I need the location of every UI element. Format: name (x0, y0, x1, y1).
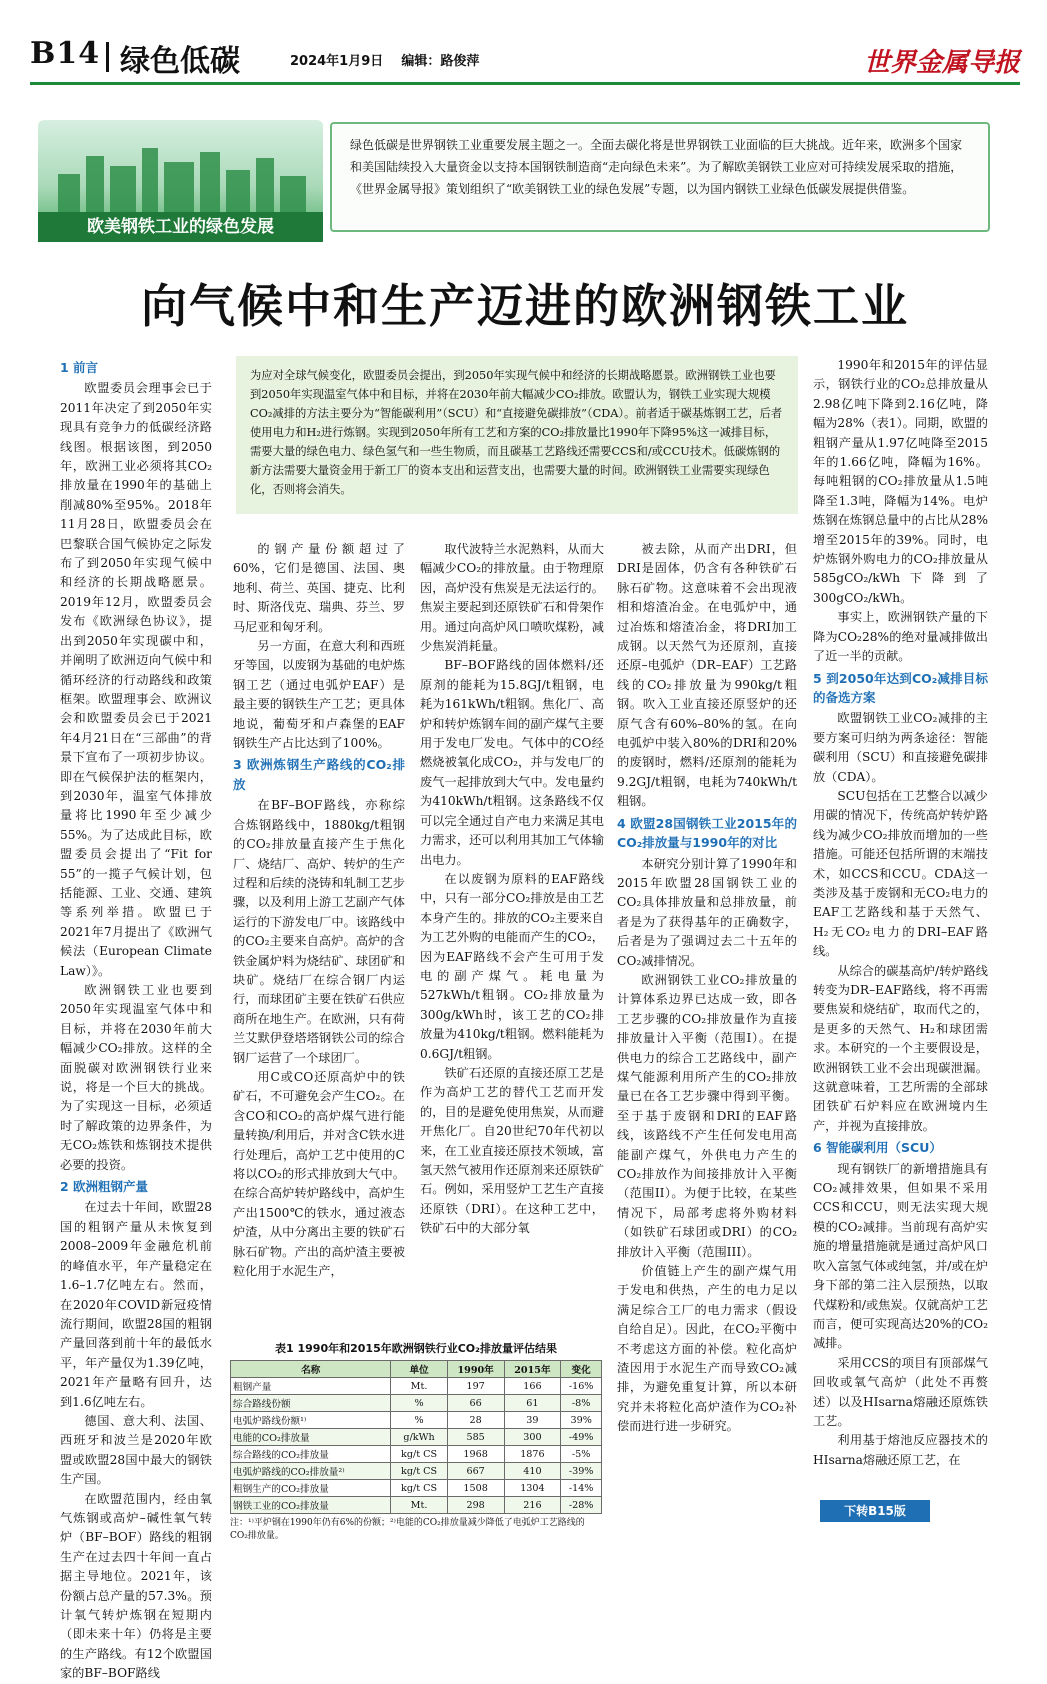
table-header-cell: 名称 (231, 1361, 391, 1378)
city-skyline-icon (38, 144, 323, 214)
co2-table (230, 1340, 602, 1543)
table-cell: -16% (561, 1378, 602, 1395)
table-cell: 300 (504, 1429, 561, 1446)
page-header (30, 36, 1020, 82)
masthead-logo: 世界金属导报 (863, 48, 1020, 78)
section-heading: 4 欧盟28国钢铁工业2015年的CO₂排放量与1990年的对比 (617, 815, 797, 851)
column-2 (233, 540, 405, 1310)
table-row (231, 1429, 602, 1446)
table-title: 表1 1990年和2015年欧洲钢铁行业CO₂排放量评估结果 (275, 1342, 557, 1355)
table-cell: Mt. (391, 1378, 447, 1395)
paragraph: 从综合的碳基高炉/转炉路线转变为DR–EAF路线，将不再需要焦炭和烧结矿，取而代之的，是更多的天然气、H₂和球团需求。本研究的一个主要假设是，欧洲钢铁工业不会出现碳泄漏。这就意味着，工艺所需的全部球团铁矿石炉料应在欧洲境内生产，并视为直接排放。 (813, 963, 988, 1133)
table-cell: 585 (447, 1429, 504, 1446)
table-header-cell: 变化 (561, 1361, 602, 1378)
table-cell: 1508 (447, 1480, 504, 1497)
paragraph: 利用基于熔池反应器技术的HIsarna熔融还原工艺，在 (813, 1433, 988, 1467)
table-cell: 61 (504, 1395, 561, 1412)
section-heading: 6 智能碳利用（SCU） (813, 1140, 942, 1156)
table-header-cell: 1990年 (447, 1361, 504, 1378)
article-headline: 向气候中和生产迈进的欧洲钢铁工业 (141, 279, 909, 333)
paragraph: BF–BOF路线的固体燃料/还原剂的能耗为15.8GJ/t粗钢，电耗为161kWh/t粗钢。焦化厂、高炉和转炉炼钢车间的副产煤气主要用于发电厂发电。气体中的CO经燃烧被氧化成CO₂，并与发电厂的废气一起排放到大气中。发电量约为410kWh/t粗钢。这条路线不仅可以完全通过自产电力来满足其电力需求，还可以利用其加工气体输出电力。 (420, 658, 604, 867)
table-header-cell: 2015年 (504, 1361, 561, 1378)
table-body (231, 1378, 602, 1514)
paragraph: 欧洲钢铁工业也要到2050年实现温室气体中和目标，并将在2030年前大幅减少CO₂排放。这样的全面脱碳对欧洲钢铁行业来说，将是一个巨大的挑战。为了实现这一目标，必须适时了解政策的边界条件，为无CO₂炼铁和炼钢技术提供必要的投资。 (60, 983, 212, 1172)
table-row (231, 1497, 602, 1514)
section-heading: 3 欧洲炼钢生产路线的CO₂排放 (233, 757, 405, 792)
table-cell: 216 (504, 1497, 561, 1514)
table-header-cell: 单位 (391, 1361, 447, 1378)
table-cell: kg/t CS (391, 1446, 447, 1463)
paragraph: 欧盟委员会理事会已于2011年决定了到2050年实现具有竞争力的低碳经济路线图。根据该图，到2050年，欧洲工业必须将其CO₂排放量在1990年的基础上削减80%至95%。2018年11月28日，欧盟委员会在巴黎联合国气候协定之际发布了到2050年实现气候中和经济的长期战略愿景。2019年12月，欧盟委员会发布《欧洲绿色协议》，提出到2050年实现碳中和，并阐明了欧洲迈向气候中和循环经济的行动路线和政策框架。欧盟理事会、欧洲议会和欧盟委员会已于2021年4月21日在“三部曲”的背景下宣布了一项初步协议。即在气候保护法的框架内，到2030年，温室气体排放量将比1990年至少减少55%。为了达成此目标，欧盟委员会提出了“Fit for 55”的一揽子气候计划，包括能源、工业、交通、建筑等系列举措。欧盟已于2021年7月提出了《欧洲气候法（European Climate Law）》。 (60, 381, 212, 978)
continued-page-label: 下转B15版 (820, 1500, 930, 1522)
topic-banner (38, 120, 323, 242)
column-5 (813, 356, 988, 1481)
table-cell: 粗钢产量 (231, 1378, 391, 1395)
paragraph: 的钢产量份额超过了60%，它们是德国、法国、奥地利、荷兰、英国、捷克、比利时、斯洛伐克、瑞典、芬兰、罗马尼亚和匈牙利。 (233, 542, 405, 634)
table-row (231, 1446, 602, 1463)
table-cell: 298 (447, 1497, 504, 1514)
editor-note: 绿色低碳是世界钢铁工业重要发展主题之一。全面去碳化将是世界钢铁工业面临的巨大挑战。近年来，欧洲多个国家和美国陆续投入大量资金以支持本国钢铁制造商“走向绿色未来”。为了解欧美钢铁工业应对可持续发展采取的措施，《世界金属导报》策划组织了“欧美钢铁工业的绿色发展”专题，以为国内钢铁工业绿色低碳发展提供借鉴。 (330, 122, 990, 232)
table-cell: kg/t CS (391, 1463, 447, 1480)
section-title: 绿色低碳 (120, 44, 240, 79)
paragraph: 德国、意大利、法国、西班牙和波兰是2020年欧盟或欧盟28国中最大的钢铁生产国。 (60, 1413, 212, 1487)
paragraph: 用C或CO还原高炉中的铁矿石，不可避免会产生CO₂。在含CO和CO₂的高炉煤气进行能量转换/利用后，并对含C铁水进行处理后，高炉工艺中使用的C将以CO₂的形式排放到大气中。在综合高炉转炉路线中，高炉生产出1500℃的铁水，通过液态炉渣，从中分离出主要的铁矿石脉石矿物。产出的高炉渣主要被粒化用于水泥生产， (233, 1069, 405, 1279)
section-heading: 5 到2050年达到CO₂减排目标的备选方案 (813, 670, 988, 705)
issue-date-editor: 2024年1月9日 编辑：路俊萍 (290, 54, 480, 69)
paragraph: 被去除，从而产出DRI，但DRI是固体，仍含有各种铁矿石脉石矿物。这意味着不会出现液相和熔渣冶金。在电弧炉中，通过冶炼和熔渣冶金，将DRI加工成钢。以天然气为还原剂，直接还原–电弧炉（DR–EAF）工艺路线的CO₂排放量为990kg/t粗钢。吹入工业直接还原竖炉的还原气含有60%–80%的氢。在向电弧炉中装入80%的DRI和20%的废钢时，燃料/还原剂的能耗为9.2GJ/t粗钢，电耗为740kWh/t粗钢。 (617, 542, 797, 809)
table-cell: 410 (504, 1463, 561, 1480)
paragraph: 欧盟钢铁工业CO₂减排的主要方案可归纳为两条途径：智能碳利用（SCU）和直接避免碳排放（CDA）。 (813, 711, 988, 784)
table-cell: 电能的CO₂排放量 (231, 1429, 391, 1446)
paragraph: 价值链上产生的副产煤气用于发电和供热，产生的电力足以满足综合工厂的电力需求（假设自给自足）。因此，在CO₂平衡中不考虑这方面的补偿。粒化高炉渣因用于水泥生产而导致CO₂减排，为避免重复计算，所以本研究并未将粒化高炉渣作为CO₂补偿而进行进一步研究。 (617, 1264, 797, 1434)
paragraph: 1990年和2015年的评估显示，钢铁行业的CO₂总排放量从2.98亿吨下降到2.16亿吨，降幅为28%（表1）。同期，欧盟的粗钢产量从1.97亿吨降至2015年的1.66亿吨，降幅为16%。每吨粗钢的CO₂排放量从1.5吨降至1.3吨，降幅为14%。电炉炼钢在炼钢总量中的占比从28%增至2015年的39%。同时，电炉炼钢外购电力的CO₂排放量从585gCO₂/kWh下降到了300gCO₂/kWh。 (813, 358, 988, 605)
table-cell: 39 (504, 1412, 561, 1429)
table-cell: 综合路线份额 (231, 1395, 391, 1412)
table-cell: -39% (561, 1463, 602, 1480)
header-divider (106, 42, 109, 72)
table-cell: 1304 (504, 1480, 561, 1497)
table-cell: 667 (447, 1463, 504, 1480)
column-4 (617, 540, 797, 1560)
table-row (231, 1378, 602, 1395)
header-rule (30, 82, 1020, 85)
paragraph: 在过去十年间，欧盟28国的粗钢产量从未恢复到2008–2009年金融危机前的峰值水平，年产量稳定在1.6–1.7亿吨左右。然而，在2020年COVID新冠疫情流行期间，欧盟28国的粗钢产量回落到前十年的最低水平，年产量仅为1.39亿吨，2021年产量略有回升，达到1.6亿吨左右。 (60, 1200, 212, 1409)
paragraph: SCU包括在工艺整合以减少用碳的情况下，传统高炉转炉路线为减少CO₂排放而增加的一些措施。可能还包括所谓的末端技术，如CCS和CCU。CDA这一类涉及基于废钢和无CO₂电力的EAF工艺路线和基于天然气、H₂无CO₂电力的DRI–EAF路线。 (813, 788, 988, 959)
table-row (231, 1463, 602, 1480)
paragraph: 欧洲钢铁工业CO₂排放量的计算体系边界已达成一致，即各工艺步骤的CO₂排放量作为直接排放量计入平衡（范围I）。在提供电力的综合工艺路线中，副产煤气能源利用所产生的CO₂排放量已在各工艺步骤中得到平衡。至于基于废钢和DRI的EAF路线，该路线不产生任何发电用高能副产煤气，外供电力产生的CO₂排放作为间接排放计入平衡（范围II）。为便于比较，在某些情况下，局部考虑将外购材料（如铁矿石球团或DRI）的CO₂排放计入平衡（范围III）。 (617, 972, 797, 1259)
table-cell: % (391, 1412, 447, 1429)
table-cell: 综合路线的CO₂排放量 (231, 1446, 391, 1463)
table-cell: 1968 (447, 1446, 504, 1463)
table-cell: 28 (447, 1412, 504, 1429)
section-heading: 2 欧洲粗钢产量 (60, 1179, 149, 1195)
column-3 (420, 540, 604, 1310)
page-number: B14 (30, 36, 101, 71)
table-cell: g/kWh (391, 1429, 447, 1446)
paragraph: 本研究分别计算了1990年和2015年欧盟28国钢铁工业的CO₂具体排放量和总排放量，前者是为了获得基年的正确数字，后者是为了强调过去二十五年的CO₂减排情况。 (617, 856, 797, 968)
table-cell: -8% (561, 1395, 602, 1412)
paragraph: 事实上，欧洲钢铁产量的下降为CO₂28%的绝对量减排做出了近一半的贡献。 (813, 610, 988, 664)
table-cell: 1876 (504, 1446, 561, 1463)
article-abstract: 为应对全球气候变化，欧盟委员会提出，到2050年实现气候中和经济的长期战略愿景。欧洲钢铁工业也要到2050年实现温室气体中和目标，并将在2030年前大幅减少CO₂排放。欧盟认为，钢铁工业实现大规模CO₂减排的方法主要分为“智能碳利用”（SCU）和“直接避免碳排放”（CDA）。前者适于碳基炼钢工艺，后者使用电力和H₂进行炼钢。实现到2050年所有工艺和方案的CO₂排放量比1990年下降95%这一减排目标，需要大量的绿色电力、绿色氢气和一些生物质，而且碳基工艺路线还需要CCS和/或CCU技术。低碳炼钢的新方法需要大量资金用于新工厂的资本支出和运营支出，也需要大量的时间。欧洲钢铁工业需要实现绿色化，否则将会消失。 (236, 356, 798, 514)
paragraph: 铁矿石还原的直接还原工艺是作为高炉工艺的替代工艺而开发的，目的是避免使用焦炭，从而避开焦化厂。自20世纪70年代初以来，在工业直接还原技术领域，富氢天然气被用作还原剂来还原铁矿石。例如，采用竖炉工艺生产直接还原铁（DRI）。在这种工艺中，铁矿石中的大部分氧 (420, 1065, 604, 1236)
table-row (231, 1412, 602, 1429)
table-cell: 电弧炉路线份额¹⁾ (231, 1412, 391, 1429)
table-note: 注：¹⁾平炉钢在1990年仍有6%的份额；²⁾电能的CO₂排放量减少降低了电弧炉工艺路线的CO₂排放量。 (230, 1518, 585, 1541)
paragraph: 取代波特兰水泥熟料，从而大幅减少CO₂的排放量。由于物理原因，高炉没有焦炭是无法运行的。焦炭主要起到还原铁矿石和骨架作用。通过向高炉风口喷吹煤粉，减少焦炭消耗量。 (420, 542, 604, 654)
table-cell: -49% (561, 1429, 602, 1446)
table-cell: 钢铁工业的CO₂排放量 (231, 1497, 391, 1514)
table-header-row (231, 1361, 602, 1378)
table-row (231, 1480, 602, 1497)
section-heading: 1 前言 (60, 360, 99, 375)
paragraph: 采用CCS的项目有顶部煤气回收或氧气高炉（此处不再赘述）以及HIsarna熔融还原炼铁工艺。 (813, 1355, 988, 1428)
paragraph: 在BF–BOF路线，亦称综合炼钢路线中，1880kg/t粗钢的CO₂排放量直接产生于焦化厂、烧结厂、高炉、转炉的生产过程和后续的浇铸和轧制工艺步骤，以及利用上游工艺副产气体运行的下游发电厂中。该路线中的CO₂主要来自高炉。高炉的含铁金属炉料为烧结矿、球团矿和块矿。烧结厂在综合钢厂内运行，而球团矿主要在铁矿石供应商所在地生产。在欧洲，只有荷兰艾默伊登塔塔钢铁公司的综合钢厂运营了一个球团厂。 (233, 798, 405, 1065)
paragraph: 在欧盟范围内，经由氧气炼钢或高炉–碱性氧气转炉（BF–BOF）路线的粗钢生产在过去四十年间一直占据主导地位。2021年，该份额占总产量的57.3%。预计氧气转炉炼钢在短期内（即未来十年）仍将是主要的生产路线。有12个欧盟国家的BF–BOF路线 (60, 1491, 212, 1681)
table-cell: 66 (447, 1395, 504, 1412)
table-cell: 39% (561, 1412, 602, 1429)
paragraph: 在以废钢为原料的EAF路线中，只有一部分CO₂排放是由工艺本身产生的。排放的CO₂主要来自为工艺外购的电能而产生的CO₂，因为EAF路线不会产生可用于发电的副产煤气。耗电量为527kWh/t粗钢。CO₂排放量为300g/kWh时，该工艺的CO₂排放量为410kg/t粗钢。燃料能耗为0.6GJ/t粗钢。 (420, 871, 604, 1061)
table-row (231, 1395, 602, 1412)
paragraph: 现有钢铁厂的新增措施具有CO₂减排效果，但如果不采用CCS和CCU，则无法实现大规模的CO₂减排。当前现有高炉实施的增量措施就是通过高炉风口吹入富氢气体或纯氢，并/或在炉身下部的第二注入层预热，以取代煤粉和/或焦炭。仅就高炉工艺而言，便可实现高达20%的CO₂减排。 (813, 1161, 988, 1351)
banner-caption: 欧美钢铁工业的绿色发展 (38, 212, 323, 242)
table-cell: -14% (561, 1480, 602, 1497)
table-cell: Mt. (391, 1497, 447, 1514)
table-grid (230, 1360, 602, 1514)
table-cell: kg/t CS (391, 1480, 447, 1497)
table-cell: 粗钢生产的CO₂排放量 (231, 1480, 391, 1497)
table-cell: -28% (561, 1497, 602, 1514)
table-cell: 电弧炉路线的CO₂排放量²⁾ (231, 1463, 391, 1480)
paragraph: 另一方面，在意大利和西班牙等国，以废钢为基础的电炉炼钢工艺（通过电弧炉EAF）是最主要的钢铁生产工艺；更具体地说，葡萄牙和卢森堡的EAF钢铁生产占比达到了100%。 (233, 639, 405, 751)
table-cell: 197 (447, 1378, 504, 1395)
table-cell: % (391, 1395, 447, 1412)
table-cell: -5% (561, 1446, 602, 1463)
table-cell: 166 (504, 1378, 561, 1395)
column-1 (60, 356, 212, 1681)
